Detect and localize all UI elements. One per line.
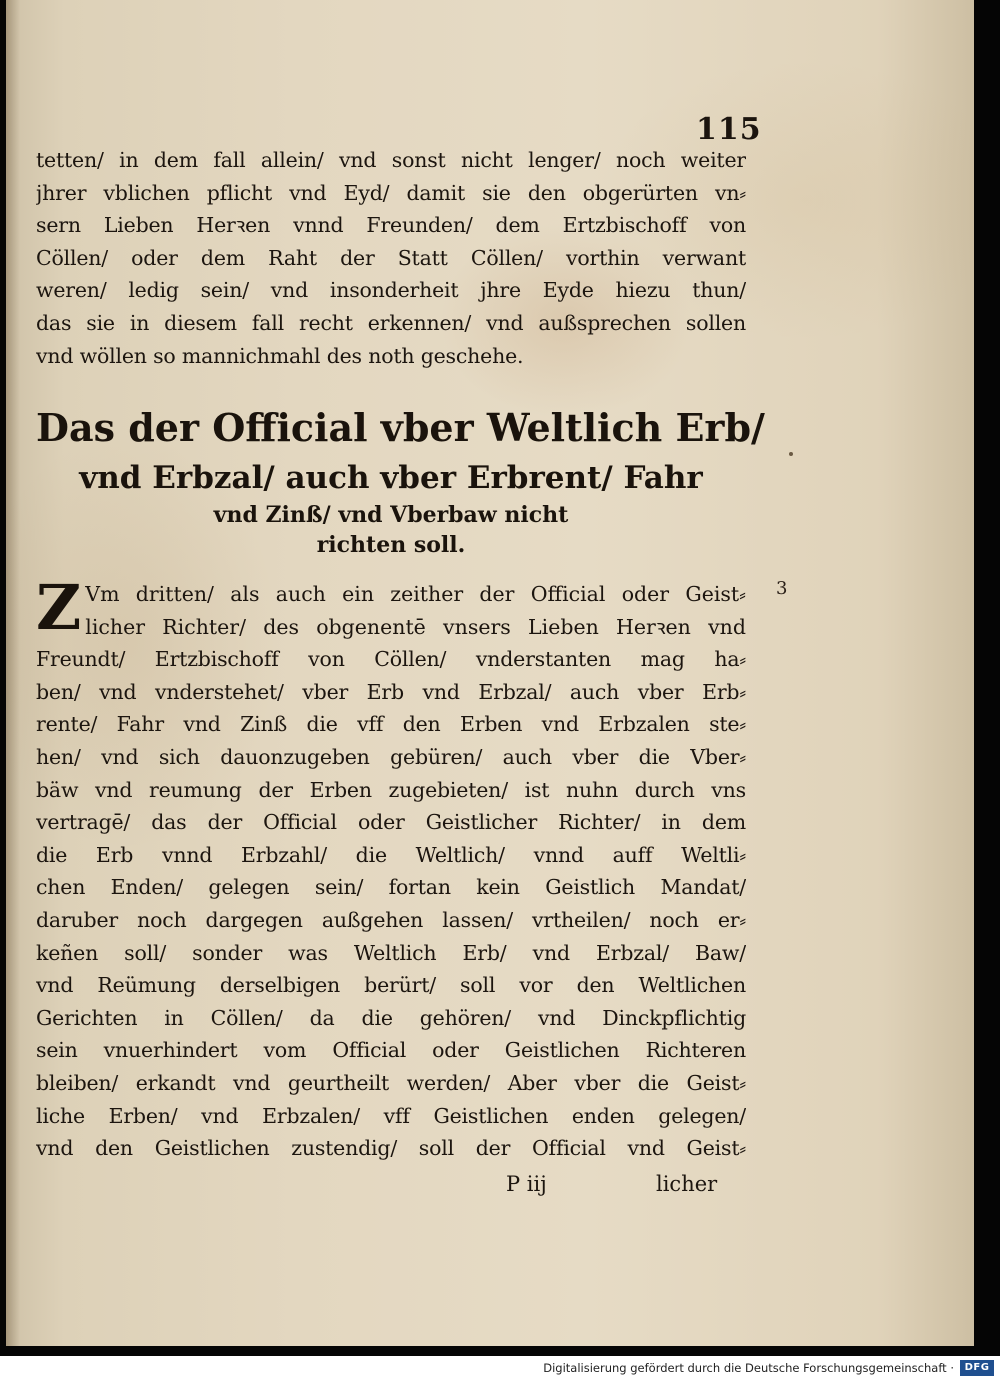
text-line: sern Lieben Herꝛen vnnd Freunden/ dem Ertzbischoff von [36, 213, 746, 238]
text-line: keñen soll/ sonder was Weltlich Erb/ vnd Erbzal/ Baw/ [36, 940, 746, 965]
text-line: vertragē/ das der Official oder Geistlicher Richter/ in dem [36, 810, 746, 835]
margin-note: 3 [776, 578, 788, 599]
paper-speck [789, 452, 793, 456]
heading-line: Das der Official vber Weltlich Erb/ [36, 405, 765, 450]
text-line: daruber noch dargegen außgehen lassen/ vrtheilen/ noch er⸗ [36, 907, 746, 932]
text-line: vnd wöllen so mannichmahl des noth geschehe. [36, 343, 524, 368]
scanned-page [6, 0, 974, 1346]
heading-line: richten soll. [316, 532, 466, 558]
footer-bar [0, 1356, 1000, 1382]
binding-shadow [6, 0, 20, 1346]
signature-mark: P iij [506, 1172, 547, 1196]
text-line: Cöllen/ oder dem Raht der Statt Cöllen/ vorthin verwant [36, 245, 746, 270]
text-line: weren/ ledig sein/ vnd insonderheit jhre Eyde hiezu thun/ [36, 278, 746, 303]
page-number: 115 [696, 112, 762, 147]
text-line: Freundt/ Ertzbischoff von Cöllen/ vnderstanten mag ha⸗ [36, 647, 746, 672]
drop-cap: Z [36, 571, 82, 644]
text-line: bäw vnd reumung der Erben zugebieten/ ist nuhn durch vns [36, 777, 746, 802]
text-line: ben/ vnd vnderstehet/ vber Erb vnd Erbzal/ auch vber Erb⸗ [36, 679, 746, 704]
text-line: tetten/ in dem fall allein/ vnd sonst nicht lenger/ noch weiter [36, 148, 746, 172]
heading-line: vnd Erbzal/ auch vber Erbrent/ Fahr [79, 460, 703, 496]
text-line: bleiben/ erkandt vnd geurtheilt werden/ Aber vber die Geist⸗ [36, 1070, 746, 1095]
text-line: liche Erben/ vnd Erbzalen/ vff Geistlichen enden gelegen/ [36, 1103, 746, 1128]
text-line: vnd Reümung derselbigen berürt/ soll vor den Weltlichen [36, 973, 746, 998]
section-heading [36, 400, 765, 560]
text-line: vnd den Geistlichen zustendig/ soll der Official vnd Geist⸗ [36, 1136, 746, 1161]
heading-line: vnd Zinß/ vnd Vberbaw nicht [213, 502, 569, 528]
text-line: hen/ vnd sich dauonzugeben gebüren/ auch vber die Vber⸗ [36, 744, 746, 769]
funding-notice: Digitalisierung gefördert durch die Deutsche Forschungsgemeinschaft · [543, 1361, 954, 1375]
text-line: chen Enden/ gelegen sein/ fortan kein Geistlich Mandat/ [36, 875, 746, 900]
text-line: jhrer vblichen pflicht vnd Eyd/ damit sie den obgerürten vn⸗ [36, 180, 746, 205]
text-line: licher Richter/ des obgenentē vnsers Lieben Herꝛen vnd [85, 614, 746, 639]
text-line: Vm dritten/ als auch ein zeither der Official oder Geist⸗ [85, 582, 746, 606]
dfg-logo-icon: DFG [960, 1360, 994, 1376]
text-line: die Erb vnnd Erbzahl/ die Weltlich/ vnnd auff Weltli⸗ [36, 842, 746, 867]
catchword: licher [656, 1172, 718, 1196]
text-line: sein vnuerhindert vom Official oder Geistlichen Richteren [36, 1038, 746, 1063]
text-line: Gerichten in Cöllen/ da die gehören/ vnd Dinckpflichtig [36, 1005, 746, 1030]
text-line: rente/ Fahr vnd Zinß die vff den Erben vnd Erbzalen ste⸗ [36, 712, 746, 737]
paragraph-continued [36, 144, 746, 372]
paragraph-third-article [36, 571, 746, 1165]
text-line: das sie in diesem fall recht erkennen/ vnd außsprechen sollen [36, 310, 746, 335]
